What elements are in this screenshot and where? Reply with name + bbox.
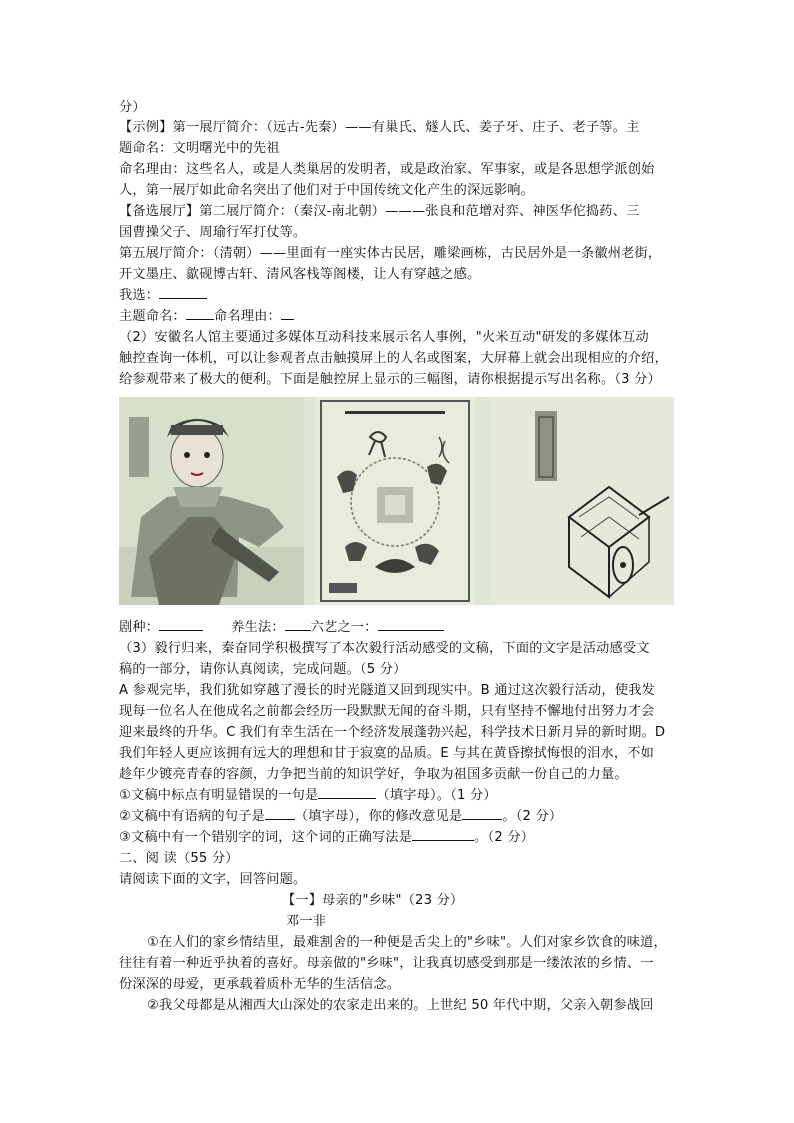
- question-text: ③文稿中有一个错别字的词，这个词的正确写法是: [119, 830, 413, 845]
- text-line: 趁年少镀亮青春的容颜，力争把当前的知识学好，争取为祖国多贡献一份自己的力量。: [119, 767, 628, 782]
- paragraph-line: ①在人们的家乡情结里，最难割舍的一种便是舌尖上的"乡味"。人们对家乡饮食的味道，: [147, 935, 667, 950]
- answer-blank[interactable]: [186, 307, 214, 320]
- three-picture-figure: [119, 397, 674, 605]
- text-line: 人，第一展厅如此命名突出了他们对于中国传统文化产生的深远影响。: [119, 183, 535, 198]
- answer-blank[interactable]: [281, 307, 294, 320]
- question-text: ②文稿中有语病的句子是: [119, 809, 265, 824]
- answer-blank[interactable]: [462, 807, 502, 820]
- text-line: 现每一位名人在他成名之前都会经历一段默默无闻的奋斗期，只有坚持不懈地付出努力才会: [119, 704, 655, 719]
- text-line: 【示例】第一展厅简介：（远古-先秦）——有巢氏、燧人氏、姜子牙、庄子、老子等。主: [119, 120, 640, 135]
- answer-blank[interactable]: [412, 828, 474, 841]
- question-line: [119, 828, 534, 847]
- text-line: 开文墨庄、歙砚博古轩、清风客栈等阁楼，让人有穿越之感。: [119, 267, 481, 282]
- question-line: [119, 807, 562, 826]
- six-arts-label: 六艺之一：: [310, 620, 378, 635]
- answer-blank[interactable]: [318, 786, 376, 799]
- question-text: ①文稿中标点有明显错误的一句是: [119, 788, 319, 803]
- fill-line: [119, 618, 444, 637]
- theme-name-label: 主题命名：: [119, 309, 186, 324]
- text-line: 第五展厅简介：（清朝）——里面有一座实体古民居，雕梁画栋，古民居外是一条徽州老街，: [119, 246, 662, 261]
- question-text: （填字母），你的修改意见是: [294, 809, 463, 824]
- text-line: （2）安徽名人馆主要通过多媒体互动科技来展示名人事例，"火米互动"研发的多媒体互动: [119, 330, 649, 345]
- opera-label: 剧种：: [119, 620, 160, 635]
- paragraph-line: ②我父母都是从湘西大山深处的农家走出来的。上世纪 50 年代中期，父亲入朝参战回: [147, 998, 654, 1013]
- article-title: 【一】母亲的"乡味"（23 分）: [282, 893, 464, 908]
- text-line: 题命名：文明曙光中的先祖: [119, 141, 280, 156]
- text-line: 给参观带来了极大的便利。下面是触控屏上显示的三幅图，请你根据提示写出名称。（3 分）: [119, 372, 661, 387]
- answer-blank[interactable]: [285, 618, 311, 631]
- answer-blank[interactable]: [159, 618, 203, 631]
- section-heading: 二、阅 读（55 分）: [119, 851, 239, 866]
- naming-line: [119, 307, 294, 326]
- opera-figure-picture: [119, 397, 304, 605]
- text-line: 稿的一部分，请你认真阅读，完成问题。（5 分）: [119, 662, 407, 677]
- paragraph-line: 往往有着一种近乎执着的喜好。母亲做的"乡味"，让我真切感受到那是一缕浓浓的乡情、一: [119, 956, 654, 971]
- question-text: （填字母）。（1 分）: [376, 788, 497, 803]
- text-line: 迎来最终的升华。C 我们有幸生活在一个经济发展蓬勃兴起，科学技术日新月异的新时期。D: [119, 725, 666, 740]
- health-method-label: 养生法：: [231, 620, 285, 635]
- paragraph-line: 份深深的母爱，更承载着质朴无华的生活信念。: [119, 977, 401, 992]
- answer-blank[interactable]: [159, 286, 207, 299]
- ancient-chariot-picture: [489, 397, 674, 605]
- text-line: 请阅读下面的文字，回答问题。: [119, 872, 307, 887]
- question-text: 。（2 分）: [474, 830, 535, 845]
- answer-blank[interactable]: [265, 807, 295, 820]
- answer-blank[interactable]: [378, 618, 444, 631]
- question-text: 。（2 分）: [502, 809, 563, 824]
- text-line: 【备选展厅】第二展厅简介：（秦汉-南北朝）———张良和范增对弈、神医华佗捣药、三: [119, 204, 640, 219]
- text-line: （3）毅行归来，秦奋同学积极撰写了本次毅行活动感受的文稿，下面的文字是活动感受文: [119, 641, 650, 656]
- question-line: [119, 786, 497, 805]
- text-line: 命名理由：这些名人，或是人类巢居的发明者，或是政治家、军事家，或是各思想学派创始: [119, 162, 655, 177]
- article-author: 邓一非: [286, 914, 327, 929]
- text-line: 触控查询一体机，可以让参观者点击触摸屏上的人名或图案，大屏幕上就会出现相应的介绍，: [119, 351, 668, 366]
- five-animals-exercise-picture: [315, 397, 475, 605]
- text-line: 分）: [119, 100, 146, 115]
- choice-line: [119, 286, 207, 305]
- text-line: 我们年轻人更应该拥有远大的理想和甘于寂寞的品质。E 与其在黄昏擦拭悔恨的泪水，不如: [119, 746, 655, 761]
- reason-label: 命名理由：: [213, 309, 281, 324]
- text-line: A 参观完毕，我们犹如穿越了漫长的时光隧道又回到现实中。B 通过这次毅行活动，使我发: [119, 683, 655, 698]
- choice-label: 我选：: [119, 288, 160, 303]
- text-line: 国曹操父子、周瑜行军打仗等。: [119, 225, 307, 240]
